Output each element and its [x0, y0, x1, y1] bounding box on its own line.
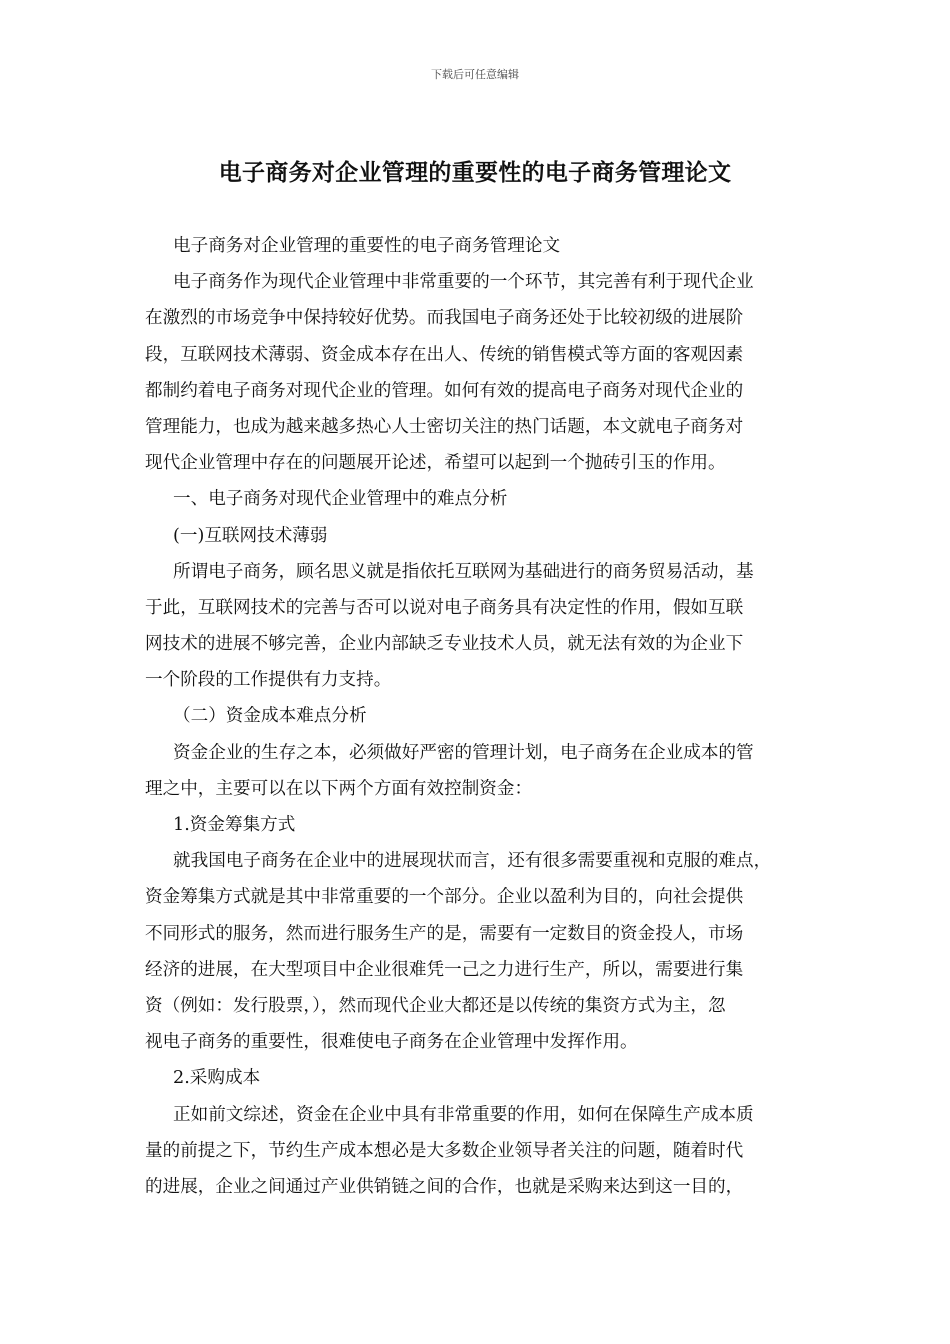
body-line: 段，互联网技术薄弱、资金成本存在出人、传统的销售模式等方面的客观因素	[145, 344, 744, 365]
body-line: 所谓电子商务，顾名思义就是指依托互联网为基础进行的商务贸易活动，基	[173, 561, 754, 582]
body-line: 正如前文综述，资金在企业中具有非常重要的作用，如何在保障生产成本质	[173, 1104, 754, 1125]
body-line: 就我国电子商务在企业中的进展现状而言，还有很多需要重视和克服的难点，	[173, 851, 772, 872]
body-line: 资金企业的生存之本，必须做好严密的管理计划，电子商务在企业成本的管	[173, 742, 754, 763]
body-line: 一、电子商务对现代企业管理中的难点分析	[173, 489, 508, 510]
body-line: 现代企业管理中存在的问题展开论述，希望可以起到一个抛砖引玉的作用。	[145, 453, 726, 474]
body-line: 视电子商务的重要性，很难使电子商务在企业管理中发挥作用。	[145, 1032, 638, 1053]
body-line: 量的前提之下，节约生产成本想必是大多数企业领导者关注的问题，随着时代	[145, 1140, 744, 1161]
body-line: 2.采购成本	[173, 1068, 261, 1089]
body-line: 1.资金筹集方式	[173, 815, 296, 835]
body-line: 的进展，企业之间通过产业供销链之间的合作，也就是采购来达到这一目的，	[145, 1176, 744, 1197]
body-line: （二）资金成本难点分析	[173, 706, 367, 727]
page-header-note: 下载后可任意编辑	[431, 68, 519, 81]
body-line: 管理能力，也成为越来越多热心人士密切关注的热门话题，本文就电子商务对	[145, 416, 744, 437]
body-line: 电子商务对企业管理的重要性的电子商务管理论文	[173, 236, 561, 256]
body-line: 在激烈的市场竞争中保持较好优势。而我国电子商务还处于比较初级的进展阶	[145, 308, 744, 329]
body-line: 理之中，主要可以在以下两个方面有效控制资金：	[145, 778, 533, 799]
body-line: 经济的进展，在大型项目中企业很难凭一己之力进行生产，所以，需要进行集	[145, 959, 744, 980]
body-line: 一个阶段的工作提供有力支持。	[145, 670, 392, 691]
body-line: 电子商务作为现代企业管理中非常重要的一个环节，其完善有利于现代企业	[173, 272, 754, 293]
body-line: 都制约着电子商务对现代企业的管理。如何有效的提高电子商务对现代企业的	[145, 380, 744, 401]
body-line: 资（例如：发行股票，），然而现代企业大都还是以传统的集资方式为主，忽	[145, 995, 726, 1016]
body-line: 于此，互联网技术的完善与否可以说对电子商务具有决定性的作用，假如互联	[145, 597, 744, 618]
document-body	[145, 228, 805, 1205]
body-line: 资金筹集方式就是其中非常重要的一个部分。企业以盈利为目的，向社会提供	[145, 887, 744, 908]
document-title: 电子商务对企业管理的重要性的电子商务管理论文	[218, 160, 732, 186]
body-line: 网技术的进展不够完善，企业内部缺乏专业技术人员，就无法有效的为企业下	[145, 634, 744, 655]
body-line: 不同形式的服务，然而进行服务生产的是，需要有一定数目的资金投人，市场	[145, 923, 744, 944]
body-line: (一)互联网技术薄弱	[173, 525, 328, 546]
